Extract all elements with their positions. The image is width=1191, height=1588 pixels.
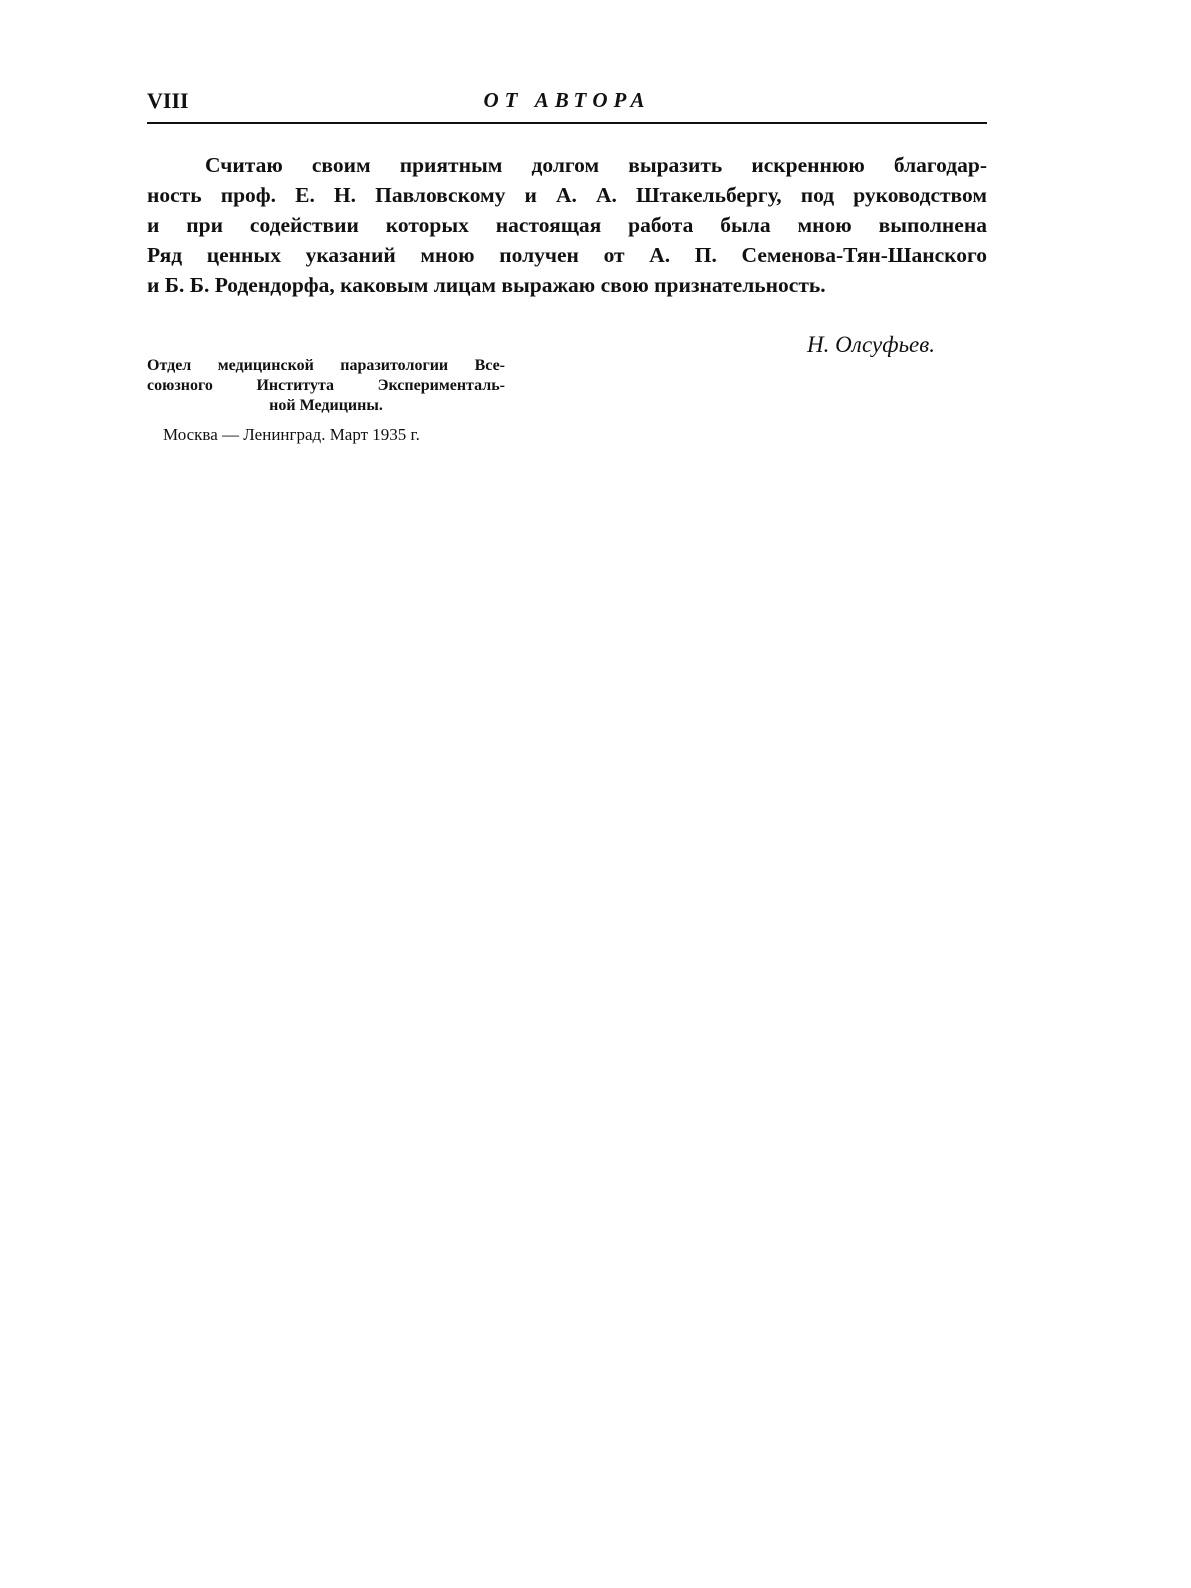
- page-number: VIII: [147, 88, 189, 113]
- affiliation-line: Отдел медицинской паразитологии Все-: [147, 357, 505, 374]
- paragraph-line: и Б. Б. Родендорфа, каковым лицам выражаю свою признательность.: [147, 273, 826, 297]
- place-and-date: Москва — Ленинград. Март 1935 г.: [163, 425, 420, 444]
- paragraph-line: ность проф. Е. Н. Павловскому и А. А. Штакельбергу, под руководством: [147, 183, 987, 207]
- acknowledgement-paragraph: [147, 150, 987, 300]
- affiliation-block: [147, 356, 505, 416]
- paragraph-line: и при содействии которых настоящая работа была мною выполнена: [147, 213, 987, 237]
- page-header: [147, 84, 987, 124]
- paragraph-line: Ряд ценных указаний мною получен от А. П. Семенова-Тян-Шанского: [147, 243, 987, 267]
- author-signature: Н. Олсуфьев.: [806, 332, 935, 357]
- paragraph-line: Считаю своим приятным долгом выразить искреннюю благодар-: [205, 153, 987, 177]
- running-title: ОТ АВТОРА: [483, 88, 651, 112]
- affiliation-line: союзного Института Эксперименталь-: [147, 377, 505, 394]
- affiliation-line: ной Медицины.: [269, 397, 383, 414]
